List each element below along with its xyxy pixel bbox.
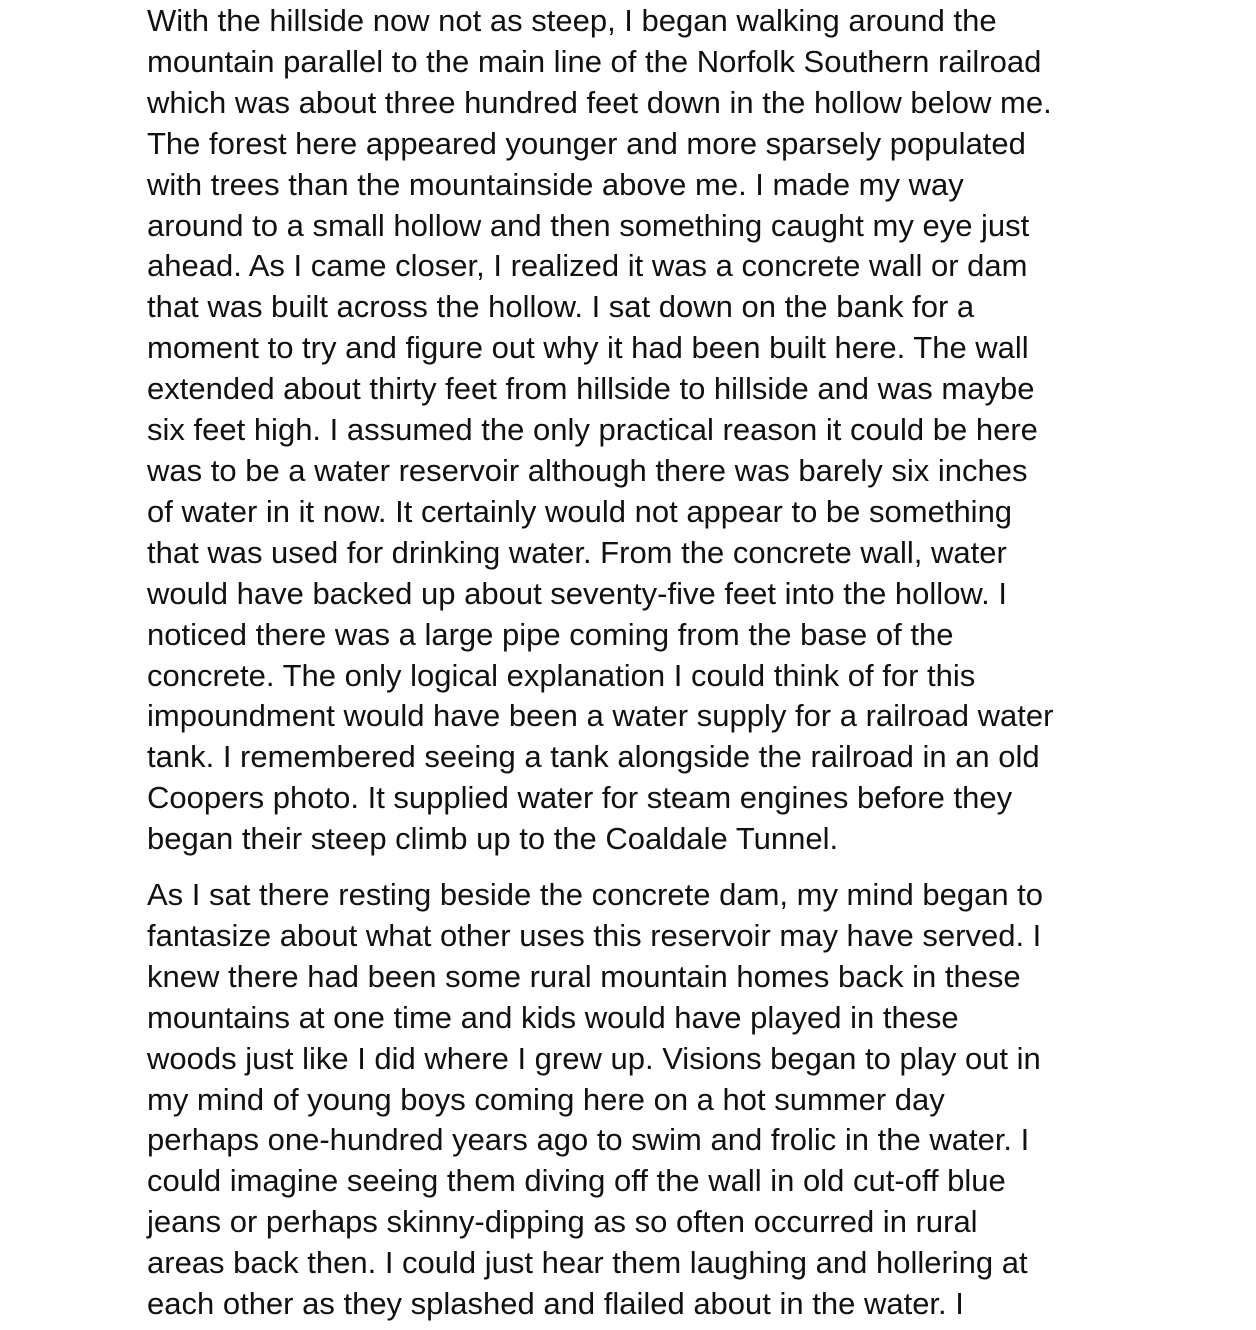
paragraph-line: moment to try and figure out why it had been built here. The wall bbox=[147, 330, 1029, 366]
paragraph-line: mountains at one time and kids would have played in these bbox=[147, 999, 959, 1035]
paragraph-line: noticed there was a large pipe coming from the base of the bbox=[147, 616, 954, 652]
paragraph-line: ahead. As I came closer, I realized it was a concrete wall or dam bbox=[147, 248, 1028, 284]
paragraph-line: concrete. The only logical explanation I could think of for this bbox=[147, 657, 976, 693]
paragraph-line: jeans or perhaps skinny-dipping as so often occurred in rural bbox=[147, 1204, 978, 1240]
paragraph-line: areas back then. I could just hear them laughing and hollering at bbox=[147, 1245, 1028, 1281]
paragraph-line: with trees than the mountainside above me. I made my way bbox=[147, 166, 964, 202]
paragraph-line: around to a small hollow and then something caught my eye just bbox=[147, 207, 1030, 243]
paragraph-line: extended about thirty feet from hillside to hillside and was maybe bbox=[147, 371, 1035, 407]
paragraph-line: tank. I remembered seeing a tank alongside the railroad in an old bbox=[147, 739, 1040, 775]
paragraph-line: of water in it now. It certainly would not appear to be something bbox=[147, 493, 1013, 529]
paragraph-1 bbox=[147, 1, 1053, 860]
paragraph-line: that was used for drinking water. From the concrete wall, water bbox=[147, 534, 1007, 570]
paragraph-line: which was about three hundred feet down in the hollow below me. bbox=[147, 84, 1052, 120]
paragraph-line: knew there had been some rural mountain homes back in these bbox=[147, 958, 1021, 994]
paragraph-line: Coopers photo. It supplied water for steam engines before they bbox=[147, 780, 1013, 816]
paragraph-line: mountain parallel to the main line of the Norfolk Southern railroad bbox=[147, 43, 1042, 79]
paragraph-line: was to be a water reservoir although there was barely six inches bbox=[147, 452, 1028, 488]
paragraph-line: The forest here appeared younger and more sparsely populated bbox=[147, 125, 1026, 161]
paragraph-line: would have backed up about seventy-five feet into the hollow. I bbox=[147, 575, 1007, 611]
paragraph-line: six feet high. I assumed the only practical reason it could be here bbox=[147, 412, 1038, 448]
paragraph-line: impoundment would have been a water supply for a railroad water bbox=[147, 698, 1054, 734]
paragraph-line: With the hillside now not as steep, I began walking around the bbox=[147, 3, 997, 38]
paragraph-line: my mind of young boys coming here on a hot summer day bbox=[147, 1081, 945, 1117]
paragraph-line: began their steep climb up to the Coaldale Tunnel. bbox=[147, 821, 839, 857]
paragraph-line: As I sat there resting beside the concrete dam, my mind began to bbox=[147, 877, 1044, 912]
paragraph-line: woods just like I did where I grew up. Visions began to play out in bbox=[147, 1040, 1041, 1076]
paragraph-line: fantasize about what other uses this reservoir may have served. I bbox=[147, 917, 1042, 953]
paragraph-2 bbox=[147, 875, 1043, 1325]
paragraph-line: perhaps one-hundred years ago to swim and frolic in the water. I bbox=[147, 1122, 1030, 1158]
paragraph-line: could imagine seeing them diving off the wall in old cut-off blue bbox=[147, 1163, 1006, 1199]
paragraph-line: each other as they splashed and flailed about in the water. I bbox=[147, 1286, 964, 1322]
paragraph-line: that was built across the hollow. I sat down on the bank for a bbox=[147, 289, 975, 325]
